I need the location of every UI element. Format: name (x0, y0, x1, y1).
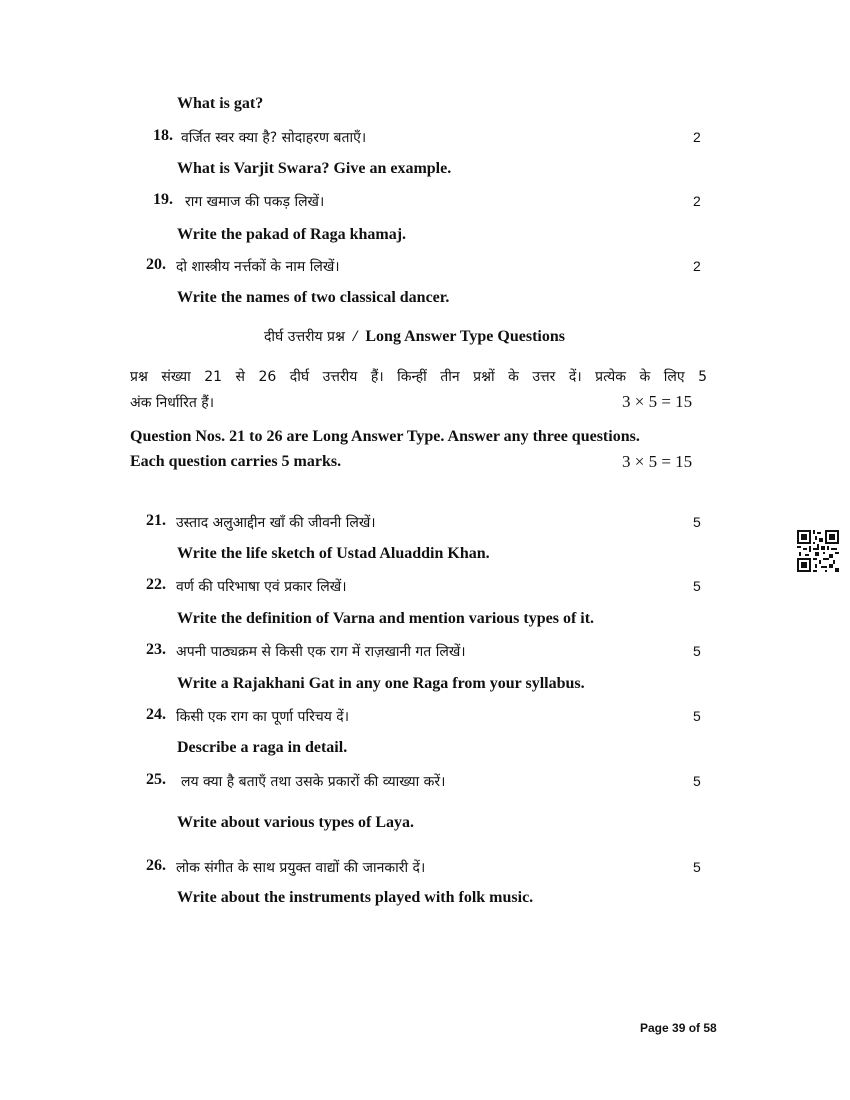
question-21-hindi: उस्ताद अलुआद्दीन खाँ की जीवनी लिखें। (176, 515, 376, 531)
question-number-19: 19. (153, 191, 173, 208)
section-heading-english: Long Answer Type Questions (365, 328, 565, 345)
question-22-hindi: वर्ण की परिभाषा एवं प्रकार लिखें। (176, 579, 347, 595)
question-25-english: Write about various types of Laya. (177, 814, 415, 831)
question-25-hindi: लय क्या है बताएँ तथा उसके प्रकारों की व्याख्या करें। (181, 774, 446, 790)
instructions-hindi-line-1: प्रश्न संख्या 21 से 26 दीर्घ उत्तरीय हैं। किन्हीं तीन प्रश्नों के उत्तर दें। प्रत्येक के लिए 5 (130, 369, 707, 385)
question-18-marks: 2 (693, 129, 701, 145)
question-number-24: 24. (146, 706, 166, 723)
section-heading-hindi: दीर्घ उत्तरीय प्रश्न (264, 329, 345, 345)
question-22-english: Write the definition of Varna and mention various types of it. (177, 610, 595, 627)
question-26-english: Write about the instruments played with folk music. (177, 889, 534, 906)
question-21-marks: 5 (693, 514, 701, 530)
qr-code-icon (797, 530, 839, 572)
question-19-marks: 2 (693, 193, 701, 209)
question-22-marks: 5 (693, 578, 701, 594)
question-21-english: Write the life sketch of Ustad Aluaddin Khan. (177, 545, 490, 562)
question-23-english: Write a Rajakhani Gat in any one Raga from your syllabus. (177, 675, 585, 692)
question-19-english: Write the pakad of Raga khamaj. (177, 226, 407, 243)
question-19-hindi: राग खमाज की पकड़ लिखें। (185, 194, 325, 210)
question-18-english: What is Varjit Swara? Give an example. (177, 160, 452, 177)
question-26-marks: 5 (693, 859, 701, 875)
question-number-21: 21. (146, 512, 166, 529)
question-24-hindi: किसी एक राग का पूर्णा परिचय दें। (176, 709, 350, 725)
question-number-25: 25. (146, 771, 166, 788)
question-24-marks: 5 (693, 708, 701, 724)
question-number-20: 20. (146, 256, 166, 273)
question-20-english: Write the names of two classical dancer. (177, 289, 450, 306)
instructions-hindi-line-2: अंक निर्धारित हैं। (130, 395, 215, 411)
question-26-hindi: लोक संगीत के साथ प्रयुक्त वाद्यों की जानकारी दें। (176, 860, 426, 876)
question-24-english: Describe a raga in detail. (177, 739, 348, 756)
question-23-hindi: अपनी पाठ्यक्रम से किसी एक राग में राज़खानी गत लिखें। (176, 644, 466, 660)
page-number: Page 39 of 58 (640, 1021, 717, 1035)
question-20-marks: 2 (693, 258, 701, 274)
question-number-22: 22. (146, 576, 166, 593)
instructions-english-line-1: Question Nos. 21 to 26 are Long Answer Type. Answer any three questions. (130, 428, 640, 445)
question-number-23: 23. (146, 641, 166, 658)
question-20-hindi: दो शास्त्रीय नर्त्तकों के नाम लिखें। (176, 259, 340, 275)
marks-formula-english: 3 × 5 = 15 (622, 452, 693, 471)
marks-formula-hindi: 3 × 5 = 15 (622, 392, 693, 411)
answer-prompt-gat: What is gat? (177, 95, 264, 112)
instructions-english-line-2: Each question carries 5 marks. (130, 453, 342, 470)
question-number-18: 18. (153, 127, 173, 144)
section-heading (264, 327, 565, 346)
section-heading-separator: / (352, 328, 358, 345)
question-number-26: 26. (146, 857, 166, 874)
question-18-hindi: वर्जित स्वर क्या है? सोदाहरण बताएँ। (181, 130, 367, 146)
question-23-marks: 5 (693, 643, 701, 659)
question-25-marks: 5 (693, 773, 701, 789)
